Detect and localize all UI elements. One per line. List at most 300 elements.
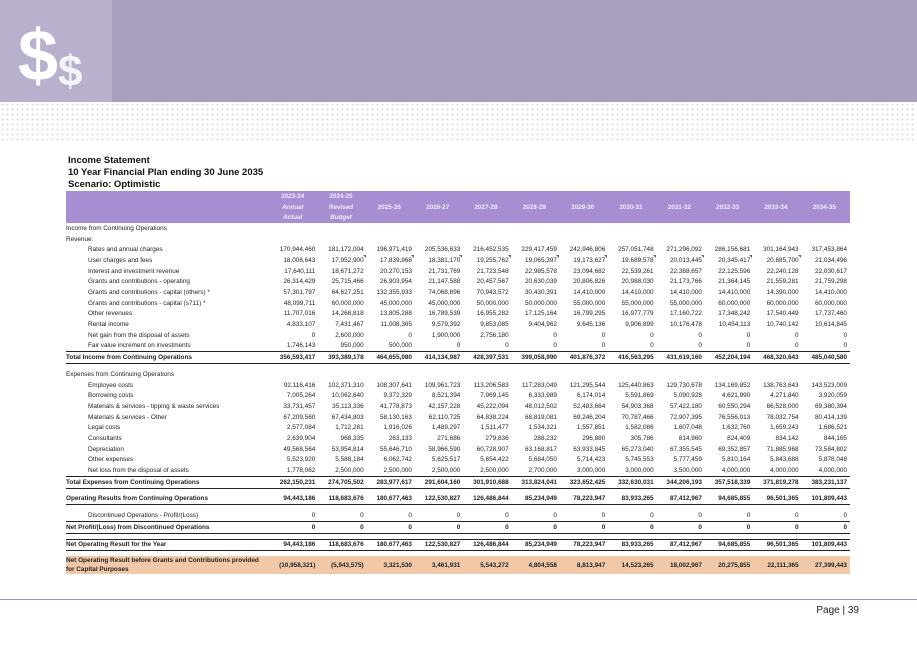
value-cell: 17,952,900	[318, 255, 366, 266]
value-cell: 8,813,947	[560, 556, 608, 574]
value-cell: 72,907,395	[669, 413, 702, 421]
value-cell: 428,397,531	[463, 352, 511, 364]
column-header: 2028-29	[522, 203, 546, 211]
value-cell: 16,955,282	[476, 310, 509, 318]
value-cell: 10,062,640	[331, 392, 364, 400]
value-cell: 117,283,049	[521, 381, 557, 389]
value-cell: 0	[795, 512, 799, 520]
header-row	[66, 191, 850, 202]
value-cell: 108,307,641	[376, 381, 412, 389]
value-cell: 21,173,766	[669, 278, 702, 286]
column-header	[463, 212, 511, 223]
value-cell: 0	[408, 512, 412, 520]
value-cell: 274,705,502	[318, 476, 366, 488]
value-cell: 78,032,754	[766, 413, 799, 421]
column-header	[415, 191, 463, 202]
value-cell: 22,539,261	[621, 267, 654, 275]
value-cell: 279,836	[485, 434, 509, 442]
value-cell: 129,730,678	[666, 381, 702, 389]
table-row	[66, 352, 850, 364]
value-cell: 122,530,827	[415, 494, 463, 505]
column-header	[608, 191, 656, 202]
table-row	[66, 309, 850, 320]
row-label: Net Profit/(Loss) from Discontinued Operations	[66, 521, 270, 533]
row-label: Legal costs	[88, 424, 121, 432]
value-cell: 14,268,818	[331, 310, 364, 318]
value-cell: 94,443,186	[270, 539, 318, 551]
value-cell: 0	[746, 342, 751, 350]
value-cell: 94,685,855	[705, 494, 753, 505]
value-cell: 74,068,896	[428, 289, 461, 297]
dollar-logo-icon	[0, 0, 112, 102]
table-row	[66, 412, 850, 423]
value-cell: 27,399,443	[802, 556, 850, 574]
value-cell: 69,352,857	[718, 445, 751, 453]
column-header	[705, 191, 753, 202]
table-row	[66, 234, 850, 245]
row-label: Income from Continuing Operations	[66, 224, 167, 232]
value-cell: 50,000,000	[524, 299, 557, 307]
value-cell: 357,518,339	[705, 476, 753, 488]
empty-cell	[367, 369, 415, 380]
value-cell: 126,486,844	[463, 539, 511, 551]
value-cell: 2,756,180	[480, 331, 509, 339]
value-cell: 263,133	[388, 434, 412, 442]
value-cell: 301,910,688	[463, 476, 511, 488]
value-cell: 121,295,544	[569, 381, 606, 389]
table-header	[66, 191, 850, 223]
value-cell: 48,099,711	[283, 299, 316, 307]
row-label: Total Expenses from Continuing Operations	[66, 476, 270, 488]
value-cell: 20,630,039	[524, 278, 557, 286]
value-cell: 7,969,145	[480, 392, 509, 400]
value-cell: (5,943,575)	[318, 556, 366, 574]
value-cell: 55,000,000	[621, 299, 654, 307]
value-cell: 94,443,186	[270, 494, 318, 505]
empty-cell	[705, 369, 753, 380]
value-cell: 317,453,864	[811, 246, 847, 254]
value-cell: 21,364,145	[718, 278, 751, 286]
value-cell: 64,838,224	[476, 413, 509, 421]
table-row	[66, 444, 850, 455]
header-label-cell	[66, 202, 270, 213]
value-cell: 5,745,553	[625, 456, 654, 464]
row-label: Discontinued Operations - Profit/(Loss)	[88, 512, 199, 520]
value-cell: 2,700,000	[528, 467, 557, 475]
empty-cell	[753, 369, 801, 380]
value-cell: 17,737,460	[815, 310, 847, 318]
table-row	[66, 223, 850, 234]
value-cell: 19,173,627	[560, 255, 608, 266]
value-cell: 180,677,463	[367, 494, 415, 505]
value-cell: 4,621,990	[721, 392, 751, 400]
value-cell: 7,005,264	[286, 392, 316, 400]
value-cell: 344,206,193	[657, 476, 705, 488]
column-header: 2023-24	[281, 192, 305, 200]
value-cell: 0	[456, 342, 461, 350]
column-header	[512, 191, 560, 202]
empty-cell	[318, 369, 366, 380]
value-cell: 0	[746, 331, 751, 339]
value-cell: 20,685,700	[753, 255, 801, 266]
empty-cell	[608, 223, 656, 234]
value-cell: 0	[746, 512, 751, 520]
value-cell: 55,000,000	[669, 299, 702, 307]
row-label: Grants and contributions - capital (s711) *	[88, 299, 206, 307]
value-cell: 9,404,962	[528, 321, 557, 329]
page-number: Page | 39	[816, 605, 859, 616]
value-cell: 4,833,107	[286, 321, 316, 329]
value-cell: 22,240,128	[766, 267, 799, 275]
row-label: Grants and contributions - operating	[88, 278, 190, 286]
value-cell: 57,422,180	[669, 402, 702, 410]
value-cell: 196,971,419	[376, 246, 412, 254]
value-cell: 0	[601, 331, 606, 339]
value-cell: 1,659,243	[770, 424, 799, 432]
value-cell: 13,805,288	[379, 310, 412, 318]
header-banner	[0, 0, 917, 102]
column-header: Actual	[283, 214, 303, 222]
row-label: Operating Results from Continuing Operations	[66, 494, 270, 505]
value-cell: 0	[802, 521, 850, 533]
empty-cell	[802, 223, 850, 234]
value-cell: 5,543,272	[463, 556, 511, 574]
empty-cell	[753, 223, 801, 234]
value-cell: 1,632,760	[721, 424, 751, 432]
value-cell: 45,222,094	[476, 402, 509, 410]
value-cell: 0	[463, 521, 511, 533]
value-cell: 0	[698, 512, 702, 520]
value-cell: 18,381,170	[415, 255, 463, 266]
column-header: 2032-33	[716, 203, 740, 211]
value-cell: 4,804,558	[512, 556, 560, 574]
value-cell: 5,843,688	[770, 456, 799, 464]
empty-cell	[802, 369, 850, 380]
value-cell: 20,345,417	[705, 255, 753, 266]
value-cell: 16,799,295	[573, 310, 606, 318]
column-header: 2025-26	[377, 203, 401, 211]
value-cell: 5,090,928	[673, 392, 702, 400]
value-cell: 50,000,000	[476, 299, 509, 307]
value-cell: 1,778,062	[286, 467, 316, 475]
row-label: Consultants	[88, 434, 122, 442]
value-cell: 0	[843, 512, 847, 520]
value-cell: 96,501,365	[753, 539, 801, 551]
value-cell: 323,652,425	[560, 476, 608, 488]
value-cell: 296,880	[582, 434, 606, 442]
table-row	[66, 244, 850, 255]
row-label: Materials & services - tipping & waste services	[88, 402, 220, 410]
value-cell: 0	[650, 342, 654, 350]
empty-cell	[463, 223, 511, 234]
value-cell: 4,000,000	[721, 467, 751, 475]
value-cell: 0	[705, 521, 753, 533]
column-header	[753, 191, 801, 202]
income-statement-table	[66, 191, 850, 574]
value-cell: 286,156,681	[714, 246, 751, 254]
empty-cell	[560, 369, 608, 380]
value-cell: 69,380,394	[815, 402, 847, 410]
title-line-1: Income Statement	[68, 155, 150, 166]
table-row	[66, 380, 850, 391]
value-cell: 1,534,321	[528, 424, 557, 432]
value-cell: 55,646,710	[379, 445, 412, 453]
value-cell: 3,500,000	[673, 467, 702, 475]
value-cell: 63,933,845	[573, 445, 606, 453]
value-cell: 101,809,443	[802, 494, 850, 505]
value-cell: 9,853,085	[480, 321, 509, 329]
value-cell: 356,593,417	[270, 352, 318, 364]
value-cell: 257,051,748	[618, 246, 654, 254]
value-cell: 134,169,852	[714, 381, 751, 389]
table-row	[66, 319, 850, 330]
header-row	[66, 212, 850, 223]
column-header	[415, 212, 463, 223]
title-line-2: 10 Year Financial Plan ending 30 June 2035	[68, 167, 264, 178]
value-cell: 301,164,943	[763, 246, 799, 254]
value-cell: 30,430,391	[524, 289, 557, 297]
value-cell: 60,728,907	[476, 445, 509, 453]
row-label: Other expenses	[88, 456, 134, 464]
empty-cell	[270, 223, 318, 234]
value-cell: 6,333,989	[528, 392, 557, 400]
value-cell: 42,157,228	[428, 402, 461, 410]
value-cell: 20,013,445	[657, 255, 705, 266]
value-cell: 132,355,933	[376, 289, 412, 297]
row-label: Borrowing costs	[88, 392, 134, 400]
table-row	[66, 465, 850, 476]
value-cell: 68,819,081	[524, 413, 557, 421]
row-label: Net gain from the disposal of assets	[88, 331, 190, 339]
value-cell: 92,116,416	[283, 381, 316, 389]
value-cell: 101,809,443	[802, 539, 850, 551]
column-header	[802, 191, 850, 202]
empty-cell	[415, 223, 463, 234]
table-row	[66, 277, 850, 288]
value-cell: 216,452,535	[473, 246, 509, 254]
value-cell: 3,000,000	[625, 467, 654, 475]
table-row	[66, 401, 850, 412]
value-cell: 16,789,539	[428, 310, 461, 318]
empty-cell	[463, 369, 511, 380]
empty-cell	[705, 223, 753, 234]
value-cell: 468,320,643	[753, 352, 801, 364]
table-row	[66, 369, 850, 380]
value-cell: 11,707,016	[283, 310, 316, 318]
value-cell: 14,410,000	[669, 289, 702, 297]
value-cell: 62,110,725	[428, 413, 461, 421]
value-cell: 0	[560, 521, 608, 533]
value-cell: 10,614,845	[815, 321, 847, 329]
value-cell: 20,270,153	[379, 267, 412, 275]
value-cell: 1,582,086	[625, 424, 654, 432]
row-label: Materials & services - Other	[88, 413, 167, 421]
value-cell: 431,619,160	[657, 352, 705, 364]
row-label: Employee costs	[88, 381, 134, 389]
value-cell: 1,916,026	[383, 424, 412, 432]
value-cell: 4,271,840	[770, 392, 799, 400]
page-footer	[0, 599, 917, 621]
value-cell: 60,000,000	[815, 299, 847, 307]
value-cell: 0	[650, 512, 654, 520]
value-cell: 18,671,272	[331, 267, 364, 275]
empty-cell	[318, 223, 366, 234]
value-cell: 0	[601, 342, 606, 350]
value-cell: 8,521,394	[431, 392, 461, 400]
row-label: Other revenues	[88, 310, 133, 318]
value-cell: 5,714,423	[576, 456, 606, 464]
table-row	[66, 476, 850, 488]
value-cell: 21,759,298	[815, 278, 847, 286]
column-header: 2033-34	[764, 203, 788, 211]
table-row	[66, 455, 850, 466]
value-cell: 126,486,844	[463, 494, 511, 505]
value-cell: 70,943,572	[476, 289, 509, 297]
value-cell: 66,528,000	[766, 402, 799, 410]
column-header	[657, 212, 705, 223]
value-cell: 58,130,163	[379, 413, 412, 421]
table-row	[66, 422, 850, 433]
value-cell: 0	[553, 342, 557, 350]
value-cell: 305,786	[630, 434, 654, 442]
value-cell: 0	[311, 512, 316, 520]
empty-cell	[560, 234, 608, 245]
value-cell: 0	[553, 331, 557, 339]
svg-text:$: $	[18, 16, 59, 96]
value-cell: 170,944,460	[279, 246, 316, 254]
value-cell: 3,461,931	[415, 556, 463, 574]
table-row	[66, 266, 850, 277]
table-row	[66, 390, 850, 401]
empty-cell	[657, 369, 705, 380]
empty-cell	[463, 234, 511, 245]
value-cell: 414,134,987	[415, 352, 463, 364]
value-cell: 0	[698, 331, 702, 339]
value-cell: 5,810,164	[721, 456, 751, 464]
table-row	[66, 298, 850, 309]
empty-cell	[608, 234, 656, 245]
value-cell: 41,778,873	[379, 402, 412, 410]
column-header: 2031-32	[667, 203, 691, 211]
value-cell: 4,000,000	[818, 467, 847, 475]
value-cell: 10,454,113	[718, 321, 751, 329]
value-cell: 0	[650, 331, 654, 339]
value-cell: 5,878,048	[818, 456, 847, 464]
value-cell: 0	[601, 512, 606, 520]
footer-divider	[0, 599, 917, 600]
value-cell: 76,556,013	[718, 413, 751, 421]
empty-cell	[657, 234, 705, 245]
empty-cell	[367, 234, 415, 245]
value-cell: 2,500,000	[480, 467, 509, 475]
empty-cell	[753, 234, 801, 245]
value-cell: 0	[608, 521, 656, 533]
value-cell: 0	[318, 521, 366, 533]
column-header	[512, 212, 560, 223]
column-header: Budget	[330, 214, 352, 222]
value-cell: 383,231,137	[802, 476, 850, 488]
header-label-cell	[66, 191, 270, 202]
value-cell: 14,410,000	[815, 289, 847, 297]
column-header	[367, 212, 415, 223]
value-cell: 83,933,265	[608, 494, 656, 505]
value-cell: 0	[753, 521, 801, 533]
value-cell: 9,645,136	[576, 321, 606, 329]
value-cell: 2,500,000	[335, 467, 364, 475]
table-row	[66, 521, 850, 533]
column-header: 2029-30	[571, 203, 595, 211]
title-line-3: Scenario: Optimistic	[68, 179, 161, 190]
value-cell: 14,410,000	[718, 289, 751, 297]
value-cell: 138,763,643	[763, 381, 799, 389]
value-cell: 20,988,030	[621, 278, 654, 286]
row-label: User charges and fees	[88, 256, 153, 264]
column-header	[608, 212, 656, 223]
value-cell: 271,296,092	[666, 246, 702, 254]
table-row	[66, 433, 850, 444]
value-cell: 9,906,899	[625, 321, 654, 329]
column-header: 2030-31	[619, 203, 643, 211]
row-label: Rental income	[88, 321, 129, 329]
row-label: Interest and investment revenue	[88, 267, 180, 275]
column-header	[367, 191, 415, 202]
table-row	[66, 510, 850, 521]
value-cell: 26,903,954	[379, 278, 412, 286]
empty-cell	[415, 234, 463, 245]
empty-cell	[608, 369, 656, 380]
row-label: Rates and annual charges	[88, 246, 163, 254]
value-cell: 18,006,643	[283, 256, 316, 264]
empty-cell	[415, 369, 463, 380]
value-cell: 0	[408, 331, 412, 339]
value-cell: 0	[415, 521, 463, 533]
value-cell: 950,000	[340, 342, 364, 350]
row-label: Total Income from Continuing Operations	[66, 352, 270, 364]
value-cell: 45,000,000	[379, 299, 412, 307]
row-label: Fair value increment on investments	[88, 342, 191, 350]
svg-text:$: $	[58, 47, 83, 96]
value-cell: 5,654,422	[480, 456, 509, 464]
value-cell: 1,607,048	[673, 424, 702, 432]
value-cell: 1,489,297	[431, 424, 461, 432]
row-label: Revenue:	[66, 235, 94, 243]
value-cell: 17,839,968	[367, 255, 415, 266]
value-cell: 94,685,855	[705, 539, 753, 551]
value-cell: 6,174,014	[576, 392, 606, 400]
column-header	[753, 212, 801, 223]
empty-cell	[270, 234, 318, 245]
empty-cell	[512, 223, 560, 234]
value-cell: 70,787,466	[621, 413, 654, 421]
value-cell: 21,034,496	[815, 256, 847, 264]
value-cell: 54,903,368	[621, 402, 654, 410]
value-cell: 291,604,160	[415, 476, 463, 488]
value-cell: 10,740,142	[766, 321, 799, 329]
value-cell: 45,000,000	[428, 299, 461, 307]
value-cell: 17,540,449	[766, 310, 799, 318]
value-cell: 67,355,545	[669, 445, 702, 453]
value-cell: 2,639,904	[286, 434, 316, 442]
value-cell: 109,961,723	[424, 381, 461, 389]
table-row	[66, 341, 850, 352]
value-cell: 17,125,164	[524, 310, 557, 318]
value-cell: 485,040,580	[802, 352, 850, 364]
value-cell: 0	[456, 512, 461, 520]
value-cell: 416,563,295	[608, 352, 656, 364]
value-cell: 205,536,633	[424, 246, 461, 254]
value-cell: 20,806,826	[573, 278, 606, 286]
value-cell: 20,457,567	[476, 278, 509, 286]
